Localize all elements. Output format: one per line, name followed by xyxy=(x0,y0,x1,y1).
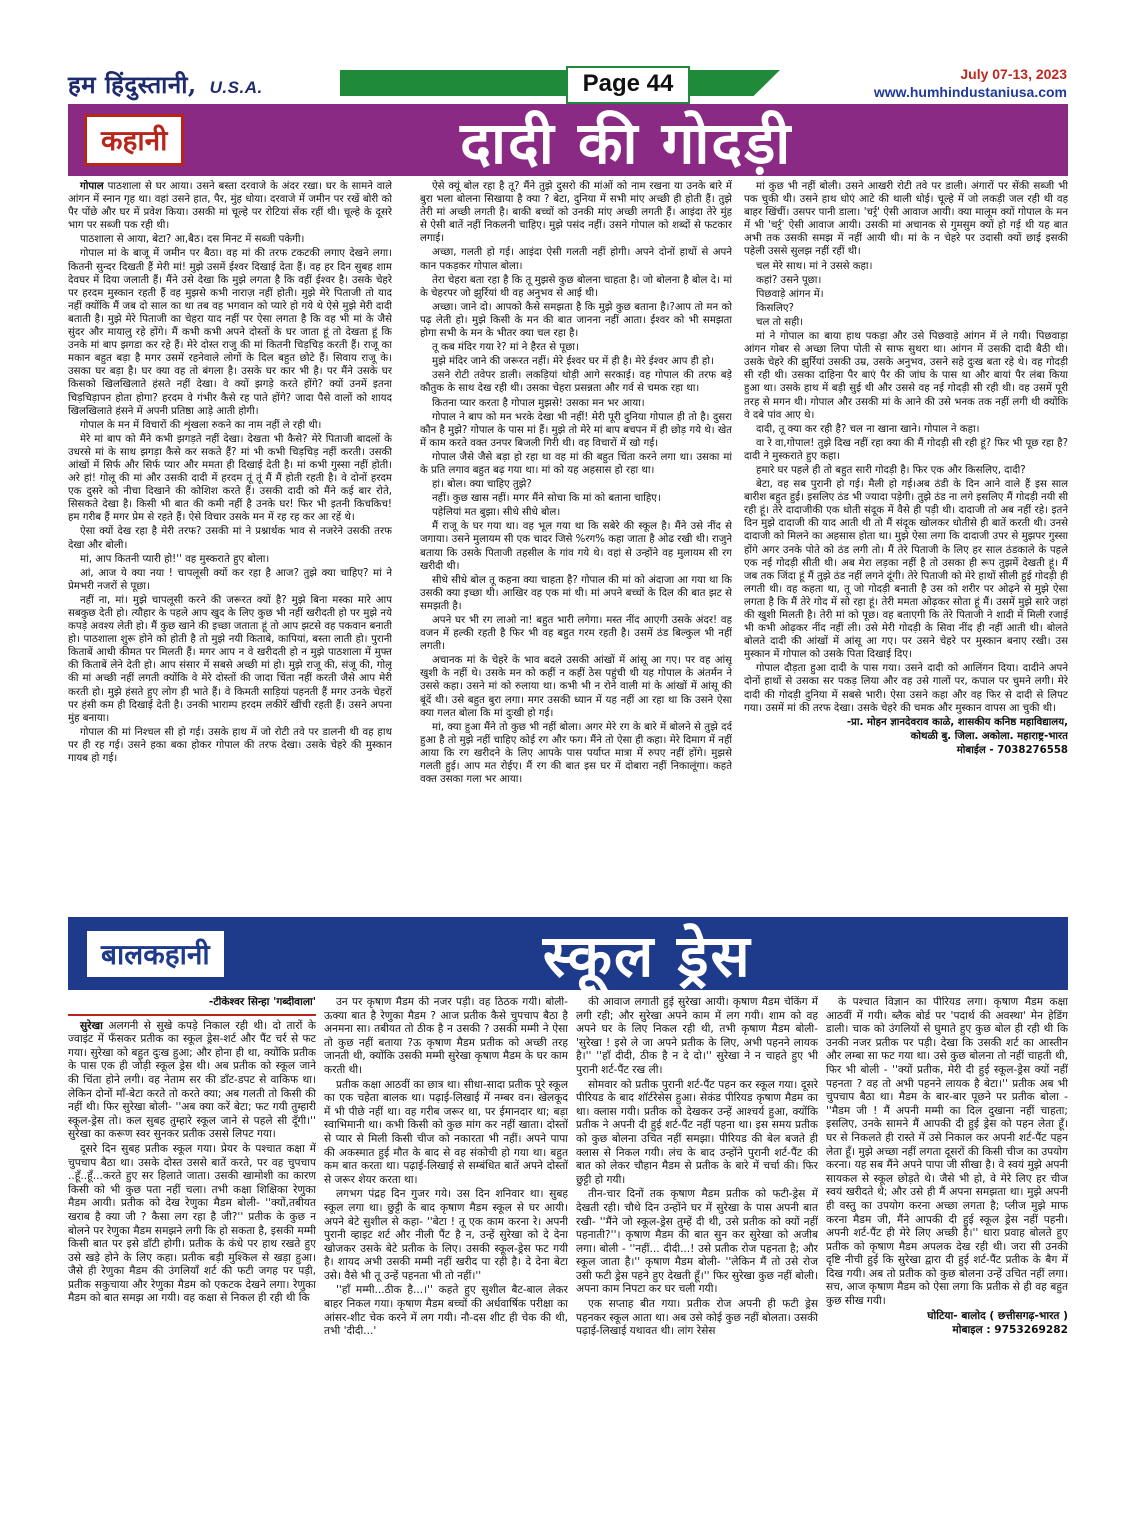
story-paragraph xyxy=(744,316,1068,329)
story-paragraph xyxy=(826,996,1068,1309)
paragraph-text: तू कब मंदिर गया रे? मां ने हैरत से पूछा। xyxy=(432,342,579,354)
story-paragraph xyxy=(324,1188,568,1283)
paragraph-text: ऐसे क्यूं बोल रहा है तू? मैंने तुझे दुसरो की मांओं को नाम रखना या उनके बारे में बुरा भला बोलना सिखाया है क्या ? बेटा, दुनिया में सभी मांए अच्छी ही होती हैं। तुझे तेरी मां अच्छी लगती है। बाकी बच्चों को उनकी मांए अच्छी लगती हैं। आइंदा तेरे मुंह से ऐसी बातें नहीं निकलनी चाहिए। मुझे पसंद नहीं। उसने गोपाल को शब्दों से फटकार लगाई। xyxy=(420,181,732,245)
story-paragraph xyxy=(68,180,392,232)
story-paragraph xyxy=(420,721,732,786)
mobile-label: मोबाईल - xyxy=(956,744,994,756)
paragraph-text: मां कुछ भी नहीं बोली। उसने आखरी रोटी तवे पर डाली। अंगारों पर सेंकी सब्जी भी पक चुकी थी। उसने हाथ धोएं आटे की थाली धोई। चूल्हे में जो लकड़ी जल रही थी वह बाहर खिंचीं। उसपर पानी डाला। 'चर्र्र' ऐसी आवाज आयी। क्या मालूम क्यों गोपाल के मन में भी 'चर्र्र' ऐसी आवाज आयी। उसकी मां अचानक से गुमसुम क्यों हो गई थी यह बात अभी तक उसकी समझ में नहीं आयी थी। मां के न चेहरे पर उदासी क्यों छाई इसकी पहेली उससे सुलझ नहीं रहीं थी। xyxy=(744,181,1068,258)
story2-column-2 xyxy=(324,996,568,1466)
paragraph-text: सीधे सीधे बोल तू कहना क्या चाहता है? गोपाल की मां को अंदाजा आ गया था कि उसकी क्या इच्छा थी। आखिर वह एक मां थी। मां अपने बच्चों के दिल की बात झट से समझती है। xyxy=(420,574,732,612)
paragraph-text: चल मेरे साथ। मां ने उससे कहा। xyxy=(756,260,873,272)
paragraph-text: वा रे वा,गोपाल! तुझे दिख नहीं रहा क्या की मैं गोदड़ी सी रही हूं? फिर भी पूछ रहा है? दादी ने मुस्कराते हुए कहा। xyxy=(744,437,1068,462)
paragraph-text: मां ने गोपाल का बाया हाथ पकड़ा और उसे पिछवाड़े आंगन में ले गयी। पिछवाड़ा आंगन गोबर से अच्छा लिपा पोती से साफ सुथरा था। आंगन में उसकी दादी बैठी थी। उसके चेहरे की झुर्रियां उसकी उम्र, उसके अनुभव, उसने सहे दुःख बता रहे थे। वह गोदड़ी सी रही थी। उसका दाहिना पैर बाएं पैर की जांघ के पास था और बायां पैर लंबा किया हुआ था। उसके हाथ में बड़ी सुई थी और उससे वह नई गोदड़ी सी रही थी। वह उसमें पूरी तरह से मगन थी। गोपाल और उसकी मां के आने की उसे भनक तक नहीं लगी थी क्योंकि वे दबे पांव आए थे। xyxy=(744,331,1068,421)
author-divider xyxy=(68,1014,316,1016)
paragraph-text: मुझे मंदिर जाने की जरूरत नहीं। मेरे ईश्वर घर में ही है। मेरे ईश्वर आप ही हो। xyxy=(432,356,714,368)
paragraph-text: नहीं ना, मां। मुझे चापलूसी करने की जरूरत क्यों है? मुझे बिना मस्का मारे आप सबकुछ देती हो। त्यौहार के पहले आप खुद के लिए कुछ भी नहीं खरीदती हो पर मुझे नये कपड़े अवश्य लेती हो। मैं कुछ खाने की इच्छा जताता हूं तो आप झटसे वह पकवान बनाती हो। पाठशाला शुरू होने को होती है तो मुझे नयी किताबे, कापियां, बस्ता लाती हो। पुरानी किताबें आधी कीमत पर मिलती हैं। मगर आप न वे खरीदती हो न मुझे पाठशाला में मुफ्त की किताबें लेने देती हो। आप संसार में सबसे अच्छी मां हो। मुझे राजू की, संजू की, गोलू की मां अच्छी नहीं लगती क्योंकि वे मेरे दोस्तों की जादा चिंता नहीं करती जैसे आप मेरी करती हो। मुझे हंसते हुए लोग ही भाते हैं। वे किमती साड़ियां पहनती हैं मगर उनके चेहरों पर हंसी कम ही दिखाई देती है। उनकी भाराम्प हरदम लकीरें खींची रहती हैं। उसने अपना मुंह बनाया। xyxy=(68,594,392,724)
story-paragraph xyxy=(744,302,1068,315)
paragraph-text: गोपाल की मां निश्चल सी हो गई। उसके हाथ में जो रोटी तवे पर डालनी थी वह हाथ पर ही रह गई। उसने हका बका होकर गोपाल की तरफ देखा। उसके चेहरे की मुस्कान गायब हो गई। xyxy=(68,726,392,765)
paragraph-text: ''हाँ मम्मी...ठीक है...।'' कहते हुए सुशील बैट-बाल लेकर बाहर निकल गया। कृषाण मैडम बच्चों की अर्धवार्षिक परीक्षा का आंसर-शीट चेक करने में लग गयी। नौ-दस शीट ही चेक की थी, तभी 'दीदी...' xyxy=(324,1284,568,1338)
paragraph-text: गोपाल ने बाप को मन भरके देखा भी नहीं! मेरी पूरी दुनिया गोपाल ही तो है। दुसरा कौन है मुझे? गोपाल के पास मां हैं। मुझे तो मेरे मां बाप बचपन में ही छोड़ गये थे। खेत में काम करते वक्त उनपर बिजली गिरी थी। वह विचारों में खो गई। xyxy=(420,411,732,449)
story-paragraph xyxy=(68,247,392,417)
paragraph-text: प्रतीक कक्षा आठवीं का छात्र था। सीधा-सादा प्रतीक पूरे स्कूल का एक चहेता बालक था। पढ़ाई-लिखाई में नम्बर वन। खेलकूद में भी पीछे नहीं था। वह गरीब जरूर था, पर ईमानदार था; बड़ा स्वाभिमानी था। कभी किसी को कुछ मांग कर नहीं खाता। दोस्तों से प्यार से मिली किसी चीज को नकारता भी नहीं। अपने पापा की अकस्मात हुई मौत के बाद से वह संकोची हो गया था। बहुत कम बात करता था। पढ़ाई-लिखाई से सम्बंधित बातें अपने दोस्तों से जरूर शेयर करता था। xyxy=(324,1078,568,1186)
lead-word: सुरेखा xyxy=(80,1019,103,1032)
story-paragraph xyxy=(68,1020,316,1142)
story-paragraph xyxy=(420,180,732,245)
story-paragraph xyxy=(744,330,1068,422)
story1-column-2 xyxy=(420,180,732,912)
story-paragraph xyxy=(744,423,1068,436)
paragraph-text: अपने घर भी रग लाओ ना! बहुत भारी लगेगा। मस्त नींद आएगी उसके अंदर! वह वजन में हल्की रहती है फिर भी वह बहुत गरम रहती है। उसमें ठंड बिल्कुल भी नहीं लगती। xyxy=(420,615,732,653)
story-paragraph xyxy=(744,288,1068,301)
story1-column-1 xyxy=(68,180,392,912)
story-paragraph xyxy=(420,654,732,719)
paragraph-text: चल तो सही। xyxy=(756,316,804,328)
story-paragraph xyxy=(420,301,732,340)
story-paragraph xyxy=(68,419,392,432)
story-paragraph xyxy=(68,233,392,246)
story-paragraph xyxy=(576,1188,818,1297)
paragraph-text: मेरे मां बाप को मैंने कभी झगड़ते नहीं देखा। देखता भी कैसे? मेरे पिताजी बादलों के उधरसे मां के साथ झगड़ा कैसे कर सकते हैं? मां भी कभी चिड़चिड़ नहीं करती। उसकी आंखों में सिर्फ और सिर्फ प्यार और ममता ही दिखाई देती है। मां कभी गुस्सा नहीं होती। अरे हां! गोलू की मां और उसकी दादी में हरदम तूं तूं मैं मैं होती रहती है। वे दोनों हरदम एक दुसरे को नीचा दिखाने की कोशिश करते हैं। उसकी दादी को मैंने कई बार रोते, सिसकते देखा है। किसी भी बात की कमी नहीं है उनके घर! फिर भी इतनी किचकिच! हम गरीब हैं मगर प्रेम से रहते हैं। ऐसे विचार उसके मन में रह रह कर आ रहें थे। xyxy=(68,433,392,524)
paragraph-text: उन पर कृषाण मैडम की नजर पड़ी। वह ठिठक गयी। बोली- ऊक्या बात है रेणुका मैडम ? आज प्रतीक कैसे चुपचाप बैठा है अनमना सा। तबीयत तो ठीक है न उसकी ? उसकी मम्मी ने ऐसा तो कुछ नहीं बताया ?ऊ कृषाण मैडम प्रतीक को अच्छी तरह जानती थी, क्योंकि उसकी मम्मी सुरेखा कृषाण मैडम के घर काम करती थी। xyxy=(324,996,568,1076)
paragraph-text: गोपाल जैसे जैसे बड़ा हो रहा था वह मां की बहुत चिंता करने लगा था। उसका मां के प्रति लगाव बहुत बढ़ गया था। मां को यह अहसास हो रहा था। xyxy=(420,451,732,476)
story2-title: स्कूल ड्रेस xyxy=(542,922,752,990)
story-paragraph xyxy=(68,726,392,765)
story2-author-place: घोटिया- बालोद ( छत्तीसगढ़-भारत ) xyxy=(927,1309,1068,1322)
paragraph-text: गोपाल के मन में विचारों की शृंखला रुकने का नाम नहीं ले रही थी। xyxy=(80,419,322,431)
paragraph-text: पहेलियां मत बुझा। सीधे सीधे बोल। xyxy=(432,507,561,519)
website-link[interactable]: www.humhindustaniusa.com xyxy=(873,84,1067,100)
story1-column-3 xyxy=(744,180,1068,912)
paragraph-text: लगभग पंद्रह दिन गुजर गये। उस दिन शनिवार था। सुबह स्कूल लगा था। छुट्टी के बाद कृषाण मैडम स्कूल से घर आयी। अपने बेटे सुशील से कहा- ''बेटा ! तू एक काम करना रे। अपनी पुरानी व्हाइट शर्ट और नीली पैंट है न, उन्हें सुरेखा को दे देना खोजकर उसके बेटे प्रतीक के लिए। उसकी स्कूल-ड्रेस फट गयी है। शायद अभी उसकी मम्मी नहीं खरीद पा रही है। दे देना बेटा उसे। वैसे भी तू उन्हें पहनता भी तो नहीं।'' xyxy=(324,1188,568,1282)
story-paragraph xyxy=(576,1079,818,1188)
story-paragraph xyxy=(744,180,1068,259)
story1-section-tag: कहानी xyxy=(84,114,184,166)
story-paragraph xyxy=(420,478,732,491)
story-paragraph xyxy=(744,260,1068,273)
story-paragraph xyxy=(68,553,392,566)
paragraph-text: पिछवाड़े आंगन में। xyxy=(756,288,824,300)
story2-column-1 xyxy=(68,996,316,1466)
paragraph-text: कहां? उसने पूछा। xyxy=(756,274,822,286)
page-number-label: Page 44 xyxy=(566,66,690,104)
mobile-number: 7038276558 xyxy=(997,744,1068,756)
paragraph-text: मां, क्या हुआ मैंने तो कुछ भी नहीं बोला। अगर मेरे रग के बारे में बोलने से तुझे दर्द हुआ है तो मुझे नहीं चाहिए कोई रग और फग। मैंने तो ऐसा ही कहा। मेरे दिमाग में नहीं आया कि रग खरीदने के लिए आपके पास पर्याप्त मात्रा में रुपए नहीं होंगे। मुझसे गलती हुई। आप मत रोईए। मैं रग की बात इस घर में दोबारा नहीं निकालूंगा। कहते वक्त उसका गला भर आया। xyxy=(420,721,732,786)
paragraph-text: अचानक मां के चेहरे के भाव बदले उसकी आंखों में आंसू आ गए। पर वह आंसू खुशी के नहीं थे। उसके मन को कहीं न कहीं ठेस पहुंची थी यह गोपाल के अंतर्मन ने उससे कहा। उसने मां को रुलाया था। कभी भी न रोने वाली मां के आंखों में आंसू की बूंदें थी। उसे बहुत बुरा लगा। मगर उसकी ध्यान में यह नहीं आ रहा था कि उसने ऐसा क्या गलत बोला कि मां दुःखी हो गई। xyxy=(420,655,732,719)
story-paragraph xyxy=(576,1298,818,1339)
paragraph-text: आं, आज ये क्या नया ! चापलूसी क्यों कर रहा है आज? तुझे क्या चाहिए? मां ने प्रेमभरी नजरों से पूछा। xyxy=(68,567,392,592)
story2-column-3 xyxy=(576,996,818,1466)
paragraph-text: हमारे घर पहले ही तो बहुत सारी गोदड़ी है। फिर एक और किसलिए, दादी? xyxy=(756,464,1026,476)
story-paragraph xyxy=(324,996,568,1078)
story1-author-place: कोथळी बु. जिला. अकोला. महाराष्ट्र-भारत xyxy=(910,730,1068,742)
story-paragraph xyxy=(420,506,732,519)
story-paragraph xyxy=(420,451,732,477)
masthead xyxy=(68,68,263,101)
paragraph-text: नहीं। कुछ खास नहीं। मगर मैंने सोचा कि मां को बताना चाहिए। xyxy=(432,493,661,505)
story-paragraph xyxy=(744,437,1068,463)
paragraph-text: पाठशाला से आया, बेटा? आ,बैठ। दस मिनट में सब्जी पकेगी। xyxy=(80,234,305,246)
story-paragraph xyxy=(420,574,732,613)
story-paragraph xyxy=(420,411,732,450)
story2-author: -टीकेश्वर सिन्हा 'गब्दीवाला' xyxy=(208,996,316,1008)
story2-column-4 xyxy=(826,996,1068,1466)
paragraph-text: गोपाल मां के बाजू में जमीन पर बैठा। वह मां की तरफ टकटकी लगाए देखने लगा। कितनी सुन्दर दिखती हैं मेरी मां! मुझे उसमें ईश्वर दिखाई देता हैं। वह हर दिन सुबह शाम देवघर में दिया जलाती हैं। मैंने उसे देखा कि मुझे लगता है कि वहीं ईश्वर है। उसके चेहरे पर हरदम मुस्कान रहती हैं वह मुझसे कभी नाराज़ नहीं होती। मुझे मेरे पिताजी तो याद नहीं क्योंकि मैं जब दो साल का था तब वह भगवान को प्यारे हो गये थे ऐसे मुझे मेरी दादी बताती है। मुझे मेरे पिताजी का चेहरा याद नहीं पर ऐसा लगता है कि वह भी मां के जैसे सुंदर और मायालु रहे होंगे। मैं कभी कभी अपने दोस्तों के घर जाता हूं तो देखता हूं कि उनके मां बाप झगडा कर रहे हैं। मेरे दोस्त राजु की मां कितनी चिड़चिड़ करती हैं। राजू का मकान बहुत बड़ा है मगर उसमें रहनेवाले लोगों के दिल बहुत छोटे हैं। सिवाय राजू के। उसका घर बड़ा है। घर क्या वह तो बंगला है। उसके घर कार भी है। पर मैंने उसके घर किसको खिलखिलाते हंसते नहीं देखा। वे क्यों झगड़े करते होंगे? क्यों उनमें इतना चिड़चिड़ापन होता होगा? हरदम वे गंभीर कैसे रह पाते होंगे? जादा पैसे वालों को शायद खिलखिलाते हंसने में अपनी प्रतिष्ठा आड़े आती होगी। xyxy=(68,248,392,417)
story-paragraph xyxy=(420,369,732,395)
story-paragraph xyxy=(420,492,732,505)
story-paragraph xyxy=(744,662,1068,714)
story1-author: -प्रा. मोहन ज्ञानदेवराव काळे, शासकीय कनिष्ठ महाविद्यालय, xyxy=(846,716,1068,728)
story1-banner xyxy=(68,104,1068,176)
story-paragraph xyxy=(420,355,732,368)
story-paragraph xyxy=(68,567,392,593)
story-paragraph xyxy=(68,433,392,525)
paragraph-text: एक सप्ताह बीत गया। प्रतीक रोज अपनी ही फटी ड्रेस पहनकर स्कूल आता था। अब उसे कोई कुछ नहीं बोलता। उसकी पढ़ाई-लिखाई यथावत थी। लांग रेसेस xyxy=(576,1298,818,1338)
story-paragraph xyxy=(576,996,818,1078)
story-paragraph xyxy=(420,246,732,272)
paragraph-text: पाठशाला से घर आया। उसने बस्ता दरवाजे के अंदर रखा। घर के सामने वाले आंगन में स्नान गृह था। वहां उसने हात, पैर, मुंह धोया। दरवाजे में जमीन पर रखें बोरी को पैर पोंछे और घर में प्रवेश किया। उसकी मां चूल्हे पर रोटियां सेंक रहीं थी। चूल्हे के दूसरे भाग पर सब्जी पक रही थी। xyxy=(68,181,392,232)
story-paragraph xyxy=(68,594,392,725)
story-paragraph xyxy=(324,1284,568,1338)
paragraph-text: मैं राजू के घर गया था। वह भूल गया था कि सबेरे की स्कूल है। मैंने उसे नींद से जगाया। उसने मुलायम सी एक चादर जिसे %रग% कहा जाता है ओढ रखी थी। राजुने बताया कि उसके पिताजी तहसील के गांव गये थे। वहां से उन्होंने वह मुलायम सी रग खरीदी थी। xyxy=(420,521,732,572)
story2-banner xyxy=(68,917,1068,990)
story2-mobile xyxy=(826,1324,1068,1338)
story-paragraph xyxy=(744,478,1068,661)
paragraph-text: तीन-चार दिनों तक कृषाण मैडम प्रतीक को फटी-ड्रेस में देखती रही। चौथे दिन उन्होंने घर में सुरेखा के पास अपनी बात रखी- ''मैंने जो स्कूल-ड्रेस तुम्हें दी थी, उसे प्रतीक को क्यों नहीं पहनाती?''। कृषाण मैडम की बात सुन कर सुरेखा को अजीब लगा। बोली - ''नहीं... दीदी...! उसे प्रतीक रोज पहनता है; और स्कूल जाता है।'' कृषाण मैडम बोली- ''लेकिन मैं तो उसे रोज उसी फटी ड्रेस पहने हुए देखती हूँ।'' फिर सुरेखा कुछ नहीं बोली। अपना काम निपटा कर घर चली गयी। xyxy=(576,1188,818,1296)
story2-section-tag: बालकहानी xyxy=(84,928,227,980)
paragraph-text: अच्छा, गलती हो गई। आइंदा ऐसी गलती नहीं होगी। अपने दोनों हाथों से अपने कान पकड़कर गोपाल बोला। xyxy=(420,247,732,272)
paragraph-text: दादी, तू क्या कर रही है? चल ना खाना खाने। गोपाल ने कहा। xyxy=(756,423,980,435)
paragraph-text: अच्छा। जाने दो। आपको कैसे समझता है कि मुझे कुछ बताना है।?आप तो मन को पढ़ लेती हो। मुझे किसी के मन की बात जानना नहीं आता। ईश्वर को भी समझता होगा सभी के मन के भीतर क्या चल रहा है। xyxy=(420,301,732,340)
paragraph-text: अलगनी से सुखे कपड़े निकाल रही थी। दो तारों के ज्वाइंट में फँसकर प्रतीक का स्कूल ड्रेस-शर्ट और पैंट चर्र से फट गया। सुरेखा को बहुत दुःख हुआ; और होना ही था, क्योंकि प्रतीक के पास एक ही जोड़ी स्कूल ड्रेस थी। अब प्रतीक को स्कूल जाने की चिंता होने लगी। वह नेताम सर की डाँट-डपट से वाकिफ था। लेकिन दोनों माँ-बेटा करते तो करते क्या; अब गलती तो किसी की नहीं थी। फिर सुरेखा बोली- ''अब क्या करें बेटा; फट गयी तुम्हारी स्कूल-ड्रेस तो। कल सुबह तुम्हारे स्कूल जाने से पहले सी दूँगी।'' सुरेखा का करूण स्वर सुनकर प्रतीक उससे लिपट गया। xyxy=(68,1019,316,1141)
story-paragraph xyxy=(420,341,732,354)
story-paragraph xyxy=(744,464,1068,477)
masthead-usa: U.S.A. xyxy=(209,78,263,97)
paragraph-text: उसने रोटी तवेपर डाली। लकड़ियां थोड़ी आगे सरकाई। वह गोपाल की तरफ बड़े कौतुक के साथ देख रही थी। उसका चेहरा प्रसन्नता और गर्व से चमक रहा था। xyxy=(420,370,732,395)
paragraph-text: किसलिए? xyxy=(756,302,794,314)
paragraph-text: के पश्चात विज्ञान का पीरियड लगा। कृषाण मैडम कक्षा आठवीं में गयी। ब्लैक बोर्ड पर 'पदार्थ की अवस्था' मेन हेडिंग डाली। चाक को उंगलियों से घुमाते हुए कुछ बोल ही रही थी कि उनकी नजर प्रतीक पर पड़ी। देखा कि उसकी शर्ट का आस्तीन और लम्बा सा फट गया था। उसे कुछ बोलना तो नहीं चाहती थी, फिर भी बोली - ''क्यों प्रतीक, मेरी दी हुई स्कूल-ड्रेस क्यों नहीं पहनता ? वह तो अभी पहनने लायक है बेटा।'' प्रतीक अब भी चुपचाप बैठा था। मैडम के बार-बार पूछने पर प्रतीक बोला -''मैडम जी ! मैं अपनी मम्मी का दिल दुखाना नहीं चाहता; इसलिए, उनके सामने मैं आपकी दी हुई ड्रेस को पहन लेता हूँ। घर से निकलते ही रास्ते में उसे निकाल कर अपनी शर्ट-पैंट पहन लेता हूँ। मुझे अच्छा नहीं लगता दूसरों की किसी चीज का उपयोग करना। यह सब मैंने अपने पापा जी सीखा है। वे स्वयं मुझे अपनी सायकल से स्कूल छोड़ते थे। जैसे भी हो, वे मेरे लिए हर चीज स्वयं खरीदते थे; और उसे ही मैं अपना समझता था। मुझे अपनी ही वस्तु का उपयोग करना अच्छा लगता है; प्लीज मुझे माफ करना मैडम जी, मैंने आपकी दी हुई स्कूल ड्रेस नहीं पहनी। अपनी शर्ट-पैंट ही मेरे लिए अच्छी है।'' धारा प्रवाह बोलते हुए प्रतीक को कृषाण मैडम अपलक देख रही थी। जरा सी उनकी दृष्टि नीची हुई कि सुरेखा द्वारा दी हुई शर्ट-पैंट प्रतीक के बैग में दिख गयी। अब तो प्रतीक को कुछ बोलना उन्हें उचित नहीं लगा। सच, आज कृषाण मैडम को ऐसा लगा कि प्रतीक से ही वह बहुत कुछ सीख गयी। xyxy=(826,996,1068,1308)
issue-date: July 07-13, 2023 xyxy=(960,66,1067,82)
story-paragraph xyxy=(420,614,732,653)
lead-word: गोपाल xyxy=(80,181,104,192)
story-paragraph xyxy=(420,397,732,410)
paragraph-text: हां। बोल। क्या चाहिए तुझे? xyxy=(432,479,532,491)
story-paragraph xyxy=(420,274,732,300)
paragraph-text: दूसरे दिन सुबह प्रतीक स्कूल गया। प्रेयर के पश्चात कक्षा में चुपचाप बैठा था। उसके दोस्त उससे बातें करते, पर वह चुपचाप ..हूँ..हूँ...करते हुए सर हिलाते जाता। उसकी खामोशी का कारण किसी को भी कुछ पता नहीं चला। तभी कक्षा शिक्षिका रेणुका मैडम आयी। प्रतीक को देख रेणुका मैडम बोली- ''क्यों,तबीयत खराब है क्या जी ? कैसा लग रहा है जी?'' प्रतीक के कुछ न बोलने पर रेणुका मैडम समझने लगी कि हो सकता है, इसकी मम्मी किसी बात पर इसे डाँटी होगी। प्रतीक के कंधे पर हाथ रखते हुए उसे खड़े होने के लिए कहा। प्रतीक बड़ी मुश्किल से खड़ा हुआ। जैसे ही रेणुका मैडम की उंगलियाँ शर्ट की फटी जगह पर पड़ी, प्रतीक सकुचाया और रेणुका मैडम को एकटक देखने लगा। रेणुका मैडम को बात समझ आ गयी। वह कक्षा से निकल ही रही थी कि xyxy=(68,1142,316,1305)
paragraph-text: कितना प्यार करता है गोपाल मुझसे! उसका मन भर आया। xyxy=(432,397,645,409)
mobile-label: मोबाइल : xyxy=(952,1324,991,1337)
page-header xyxy=(0,0,1135,100)
story-paragraph xyxy=(324,1079,568,1188)
story1-title: दादी की गोदड़ी xyxy=(460,108,793,177)
story-paragraph xyxy=(744,274,1068,287)
paragraph-text: ऐसा क्यों देख रहा है मेरी तरफ? उसकी मां ने प्रश्नार्थक भाव से नजरेने उसकी तरफ देखा और बोली। xyxy=(68,526,392,551)
paragraph-text: बेटा, वह सब पुरानी हो गई। मैली हो गई।अब ठंडी के दिन आने वाले हैं इस साल बारीश बहुत हुई। इसलिए ठंड भी ज्यादा पड़ेगी। तुझे ठंड ना लगे इसलिए मैं गोदड़ी नयी सी रही हूं। तेरे दादाजीकी एक धोती संदूक में वैसे ही पड़ी थी। दादाजी तो अब नहीं रहे। इतने दिन मुझे दादाजी की याद आती थी तो मैं संदूक खोलकर धोतीसे ही बातें करती थी। उनसे दादाजी को मिलने का अहसास होता था। मुझे ऐसा लगा कि दादाजी उपर से मुझपर गुस्सा होंगे अगर उनके पोते को ठंड लगी तो। मैं तेरे पिताजी के लिए हर साल ठंडकाले के पहले एक नई गोदड़ी सीती थी। अब मेरा लड़का नहीं है तो उसका ही रूप तुझमें देखती हूं। मैं जब तक जिंदा हूं मैं तुझे ठंड नहीं लगने दूंगी। तेरे पिताजी को मेरे हाथों सीली हुई गोदड़ी ही लगती थी। वह कहता था, तू जो गोदड़ी बनाती है उस को शरीर पर ओढ़ने से मुझे ऐसा लगता है कि मैं तेरे गोद में सो रहा हूं। तेरी ममता ओढ़कर सोता हूं मैं। उसमें मुझे सारे जहां की खुशी मिलती है। तेरी मां को पूछ। वह बताएगी कि तेरे पिताजी ने शादी में मिली रजाई भी कभी ओढ़कर नींद नहीं ली। उसे मेरी गोदड़ी के सिवा नींद ही नहीं आती थी। बोलते बोलते दादी की आंखों में आंसू आ गए। पर उसने चेहरे पर मुस्कान बनाए रखी। उस मुस्कान में गोपाल को उसके पिता दिखाई दिए। xyxy=(744,479,1068,661)
paragraph-text: मां, आप कितनी प्यारी हो!'' वह मुस्कराते हुए बोला। xyxy=(80,553,270,565)
paragraph-text: सोमवार को प्रतीक पुरानी शर्ट-पैंट पहन कर स्कूल गया। दूसरे पीरियड के बाद शॉर्टरेसेस हुआ। सेकंड पीरियड कृषाण मैडम का था। क्लास गयी। प्रतीक को देखकर उन्हें आश्चर्य हुआ, क्योंकि प्रतीक ने अपनी दी हुई शर्ट-पैंट नहीं पहना था। इस समय प्रतीक को कुछ बोलना उचित नहीं समझा। पीरियड की बेल बजते ही क्लास से निकल गयी। लंच के बाद उन्होंने पुरानी शर्ट-पैंट की बात को लेकर चौहान मैडम से प्रतीक के बारे में चर्चा की। फिर छुट्टी हो गयी। xyxy=(576,1078,818,1186)
masthead-title: हम हिंदुस्तानी, xyxy=(68,70,197,99)
paragraph-text: तेरा चेहरा बता रहा है कि तू मुझसे कुछ बोलना चाहता है। जो बोलना है बोल दे। मां के चेहरपर जो झुर्रियां थी वह अनुभव से आई थी। xyxy=(420,274,732,299)
story-paragraph xyxy=(420,520,732,572)
paragraph-text: की आवाज लगाती हुई सुरेखा आयी। कृषाण मैडम चेकिंग में लगी रही; और सुरेखा अपने काम में लग गयी। शाम को वह अपने घर के लिए निकल रही थी, तभी कृषाण मैडम बोली-'सुरेखा ! इसे ले जा अपने प्रतीक के लिए, अभी पहनने लायक है।'' ''हाँ दीदी, ठीक है न दे दो।'' सुरेखा ने न चाहते हुए भी पुरानी शर्ट-पैंट रख ली। xyxy=(576,996,818,1076)
story-paragraph xyxy=(68,1143,316,1306)
mobile-number: 9753269282 xyxy=(994,1324,1068,1337)
story1-mobile xyxy=(744,744,1068,757)
paragraph-text: गोपाल दौड़ता हुआ दादी के पास गया। उसने दादी को आलिंगन दिया। दादीने अपने दोनों हाथों से उसका सर पकड़ लिया और वह उसे गालों पर, कपाल पर चुमने लगी। मेरे दादी की गोदड़ी दुनिया में सबसे भारी। ऐसा उसने कहा और वह फिर से दादी से लिपट गया। उसमें मां की तरफ देखा। उसके चेहरे की चमक और मुस्कान वापस आ चुकी थी। xyxy=(744,663,1068,714)
story-paragraph xyxy=(68,525,392,551)
header-green-bar xyxy=(340,70,780,96)
